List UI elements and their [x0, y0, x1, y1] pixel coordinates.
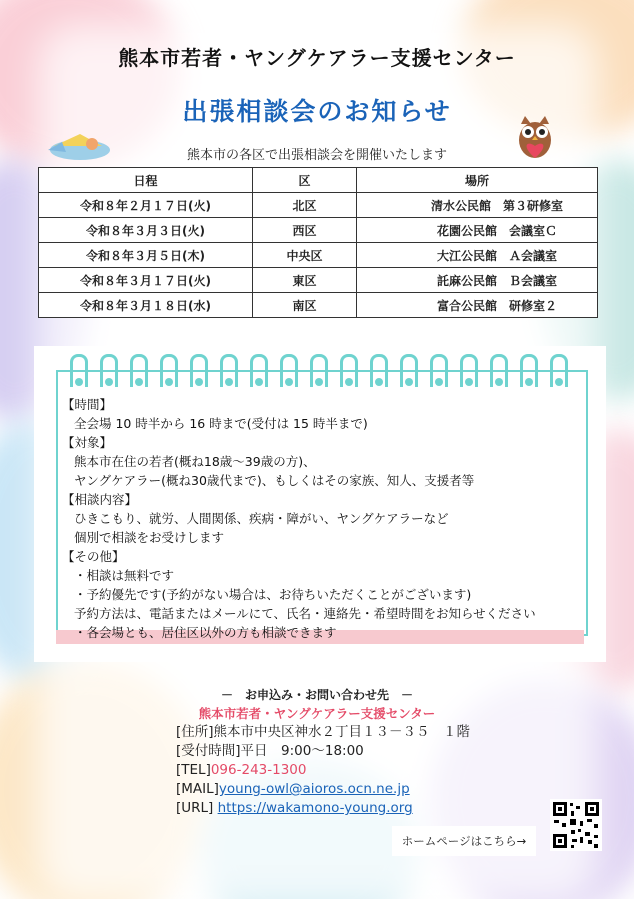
organization-name: 熊本市若者・ヤングケアラー支援センター — [118, 46, 516, 70]
time-heading: 【時間】 — [62, 397, 113, 412]
table-row — [39, 243, 598, 268]
table-row — [39, 293, 598, 318]
address-label: [住所] — [176, 724, 214, 740]
target-heading: 【対象】 — [62, 435, 113, 450]
content-line: ひきこもり、就労、人間関係、疾病・障がい、ヤングケアラーなど — [74, 511, 449, 526]
ward-cell: 西区 — [253, 218, 357, 243]
location-cell: 富合公民館 研修室２ — [357, 293, 598, 318]
ward-cell: 東区 — [253, 268, 357, 293]
content-line: 個別で相談をお受けします — [74, 530, 225, 545]
location-cell: 花園公民館 会議室Ｃ — [357, 218, 598, 243]
ward-cell: 北区 — [253, 193, 357, 218]
target-line: 熊本市在住の若者(概ね18歳～39歳の方)、 — [74, 454, 316, 469]
address-value: 熊本市中央区神水２丁目１３－３５ １階 — [213, 724, 471, 740]
date-cell: 令和８年３月５日(木) — [39, 243, 253, 268]
table-row — [39, 268, 598, 293]
other-line: ・予約優先です(予約がない場合は、お待ちいただくことがございます) — [74, 587, 472, 602]
date-cell: 令和８年２月１７日(火) — [39, 193, 253, 218]
table-header-row — [39, 168, 598, 193]
column-header-location: 場所 — [357, 168, 598, 193]
date-cell: 令和８年３月１８日(水) — [39, 293, 253, 318]
tel-label: [TEL] — [176, 762, 211, 778]
other-line: ・各会場とも、居住区以外の方も相談できます — [74, 625, 337, 640]
schedule-table — [38, 167, 598, 318]
location-cell: 大江公民館 Ａ会議室 — [357, 243, 598, 268]
time-text: 全会場 10 時半から 16 時まで(受付は 15 時半まで) — [74, 416, 368, 431]
other-line: ・相談は無料です — [74, 568, 175, 583]
contact-info — [176, 723, 470, 818]
other-line: 予約方法は、電話またはメールにて、氏名・連絡先・希望時間をお知らせください — [74, 606, 536, 621]
qr-code[interactable] — [550, 799, 602, 851]
table-row — [39, 218, 598, 243]
details-text — [62, 395, 536, 642]
tel-value[interactable]: 096-243-1300 — [210, 762, 307, 778]
location-cell: 託麻公民館 Ｂ会議室 — [357, 268, 598, 293]
ward-cell: 南区 — [253, 293, 357, 318]
notebook-rings — [70, 346, 570, 390]
hours-value: 平日 9:00～18:00 — [240, 743, 364, 759]
date-cell: 令和８年３月１７日(火) — [39, 268, 253, 293]
mail-link[interactable]: young-owl@aioros.ocn.ne.jp — [218, 781, 410, 797]
subtitle: 熊本市の各区で出張相談会を開催いたします — [186, 148, 447, 163]
column-header-ward: 区 — [253, 168, 357, 193]
homepage-button[interactable]: ホームページはこちら→ — [392, 826, 536, 856]
url-link[interactable]: https://wakamono-young.org — [217, 800, 413, 816]
other-heading: 【その他】 — [62, 549, 125, 564]
date-cell: 令和８年３月３日(火) — [39, 218, 253, 243]
hours-label: [受付時間] — [176, 743, 241, 759]
contact-heading: － お申込み・お問い合わせ先 － — [220, 688, 413, 702]
contact-organization: 熊本市若者・ヤングケアラー支援センター — [198, 706, 436, 721]
url-label: [URL] — [176, 800, 218, 816]
target-line: ヤングケアラー(概ね30歳代まで)、もしくはその家族、知人、支援者等 — [74, 473, 475, 488]
ward-cell: 中央区 — [253, 243, 357, 268]
column-header-date: 日程 — [39, 168, 253, 193]
table-row — [39, 193, 598, 218]
mail-label: [MAIL] — [176, 781, 219, 797]
page-title: 出張相談会のお知らせ — [182, 97, 452, 126]
location-cell: 清水公民館 第３研修室 — [357, 193, 598, 218]
content-heading: 【相談内容】 — [62, 492, 138, 507]
